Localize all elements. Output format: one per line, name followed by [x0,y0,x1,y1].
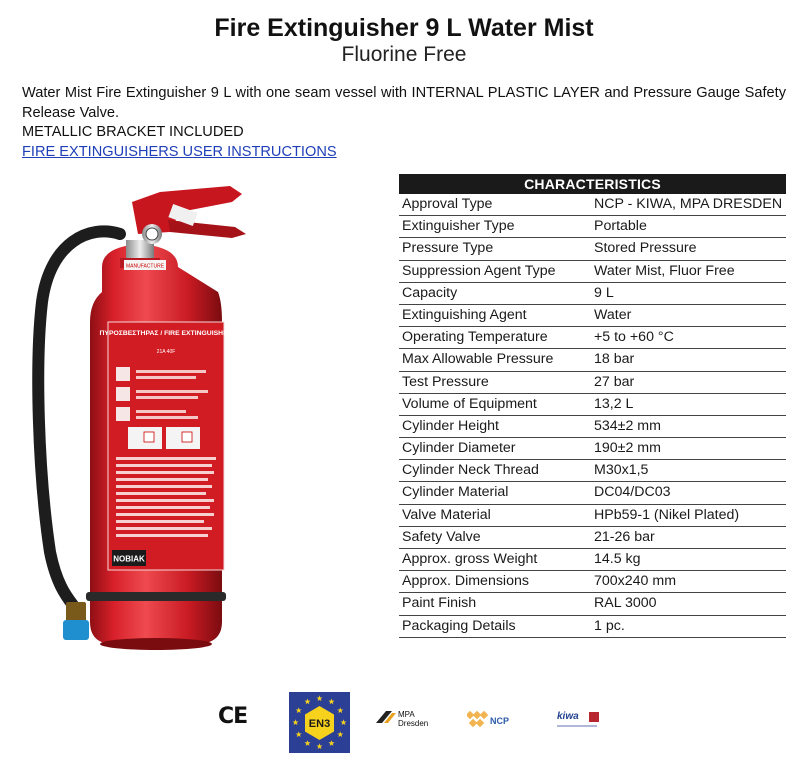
row-label: Pressure Type [402,240,494,257]
page-title: Fire Extinguisher 9 L Water Mist [214,14,594,42]
row-label: Cylinder Neck Thread [402,462,539,479]
bracket-note: METALLIC BRACKET INCLUDED [22,124,244,140]
en3-logo [289,692,350,753]
table-row [399,549,786,571]
row-value: M30x1,5 [594,462,649,479]
row-label: Cylinder Material [402,484,509,501]
row-value: HPb59-1 (Nikel Plated) [594,506,740,523]
row-value: 700x240 mm [594,573,677,590]
table-row [399,216,786,238]
row-label: Capacity [402,284,458,301]
row-label: Max Allowable Pressure [402,351,554,368]
row-label: Paint Finish [402,595,477,612]
table-row [399,527,786,549]
row-label: Safety Valve [402,528,481,545]
label-heading: ΠΥΡΟΣΒΕΣΤΗΡΑΣ / FIRE EXTINGUISHER [99,330,233,337]
certification-logos [0,690,808,755]
row-value: DC04/DC03 [594,484,671,501]
table-row [399,238,786,260]
ncp-text: NCP [490,716,510,726]
row-label: Cylinder Height [402,417,499,434]
row-value: RAL 3000 [594,595,657,612]
row-label: Volume of Equipment [402,395,537,412]
table-row [399,372,786,394]
row-label: Approval Type [402,196,493,212]
row-value: Water [594,306,632,323]
row-value: 14.5 kg [594,551,641,567]
row-value: Water Mist, Fluor Free [594,262,735,279]
row-value: Portable [594,218,647,235]
row-value: +5 to +60 °C [594,329,674,346]
fire-extinguisher-image [20,172,260,662]
mpa-dresden-text: MPA Dresden [398,710,429,728]
row-value: 18 bar [594,351,635,368]
ce-mark: CE [218,704,248,729]
table-row [399,438,786,460]
table-row [399,616,786,638]
row-label: Test Pressure [402,373,489,390]
row-value: 21-26 bar [594,528,655,545]
table-row [399,261,786,283]
row-label: Cylinder Diameter [402,440,516,457]
row-label: Approx. gross Weight [402,551,538,567]
table-row [399,416,786,438]
row-label: Valve Material [402,506,491,523]
table-row [399,194,786,216]
table-row [399,593,786,615]
row-value: 1 pc. [594,617,625,634]
table-row [399,460,786,482]
row-label: Approx. Dimensions [402,573,529,590]
row-label: Suppression Agent Type [402,262,556,279]
en3-text: EN3 [308,718,331,730]
row-value: 27 bar [594,373,635,390]
table-row [399,482,786,504]
characteristics-table [399,174,786,638]
table-row [399,283,786,305]
label-rating: 21A 40F [156,349,176,355]
row-value: NCP - KIWA, MPA DRESDEN [594,196,783,212]
row-value: 9 L [594,284,614,301]
row-value: Stored Pressure [594,240,697,257]
neck-tag-text: MANUFACTURE [125,263,165,270]
row-label: Extinguishing Agent [402,306,527,323]
brand-logo-text: NOBIAK [113,554,145,564]
page-subtitle: Fluorine Free [341,43,467,66]
table-row [399,505,786,527]
row-label: Packaging Details [402,617,516,634]
row-value: 13,2 L [594,395,634,412]
table-body [399,194,786,638]
table-row [399,394,786,416]
kiwa-text: kiwa [557,711,579,722]
table-header: CHARACTERISTICS [399,174,786,194]
table-row [399,305,786,327]
row-label: Operating Temperature [402,329,548,346]
row-label: Extinguisher Type [402,218,515,235]
table-row [399,327,786,349]
user-instructions-link[interactable]: FIRE EXTINGUISHERS USER INSTRUCTIONS [22,144,337,160]
row-value: 534±2 mm [594,417,661,434]
table-row [399,349,786,371]
table-row [399,571,786,593]
row-value: 190±2 mm [594,440,661,457]
product-description: Water Mist Fire Extinguisher 9 L with one seam vessel with INTERNAL PLASTIC LAYER and Pressure Gauge Safety Release Valve. [22,85,786,121]
